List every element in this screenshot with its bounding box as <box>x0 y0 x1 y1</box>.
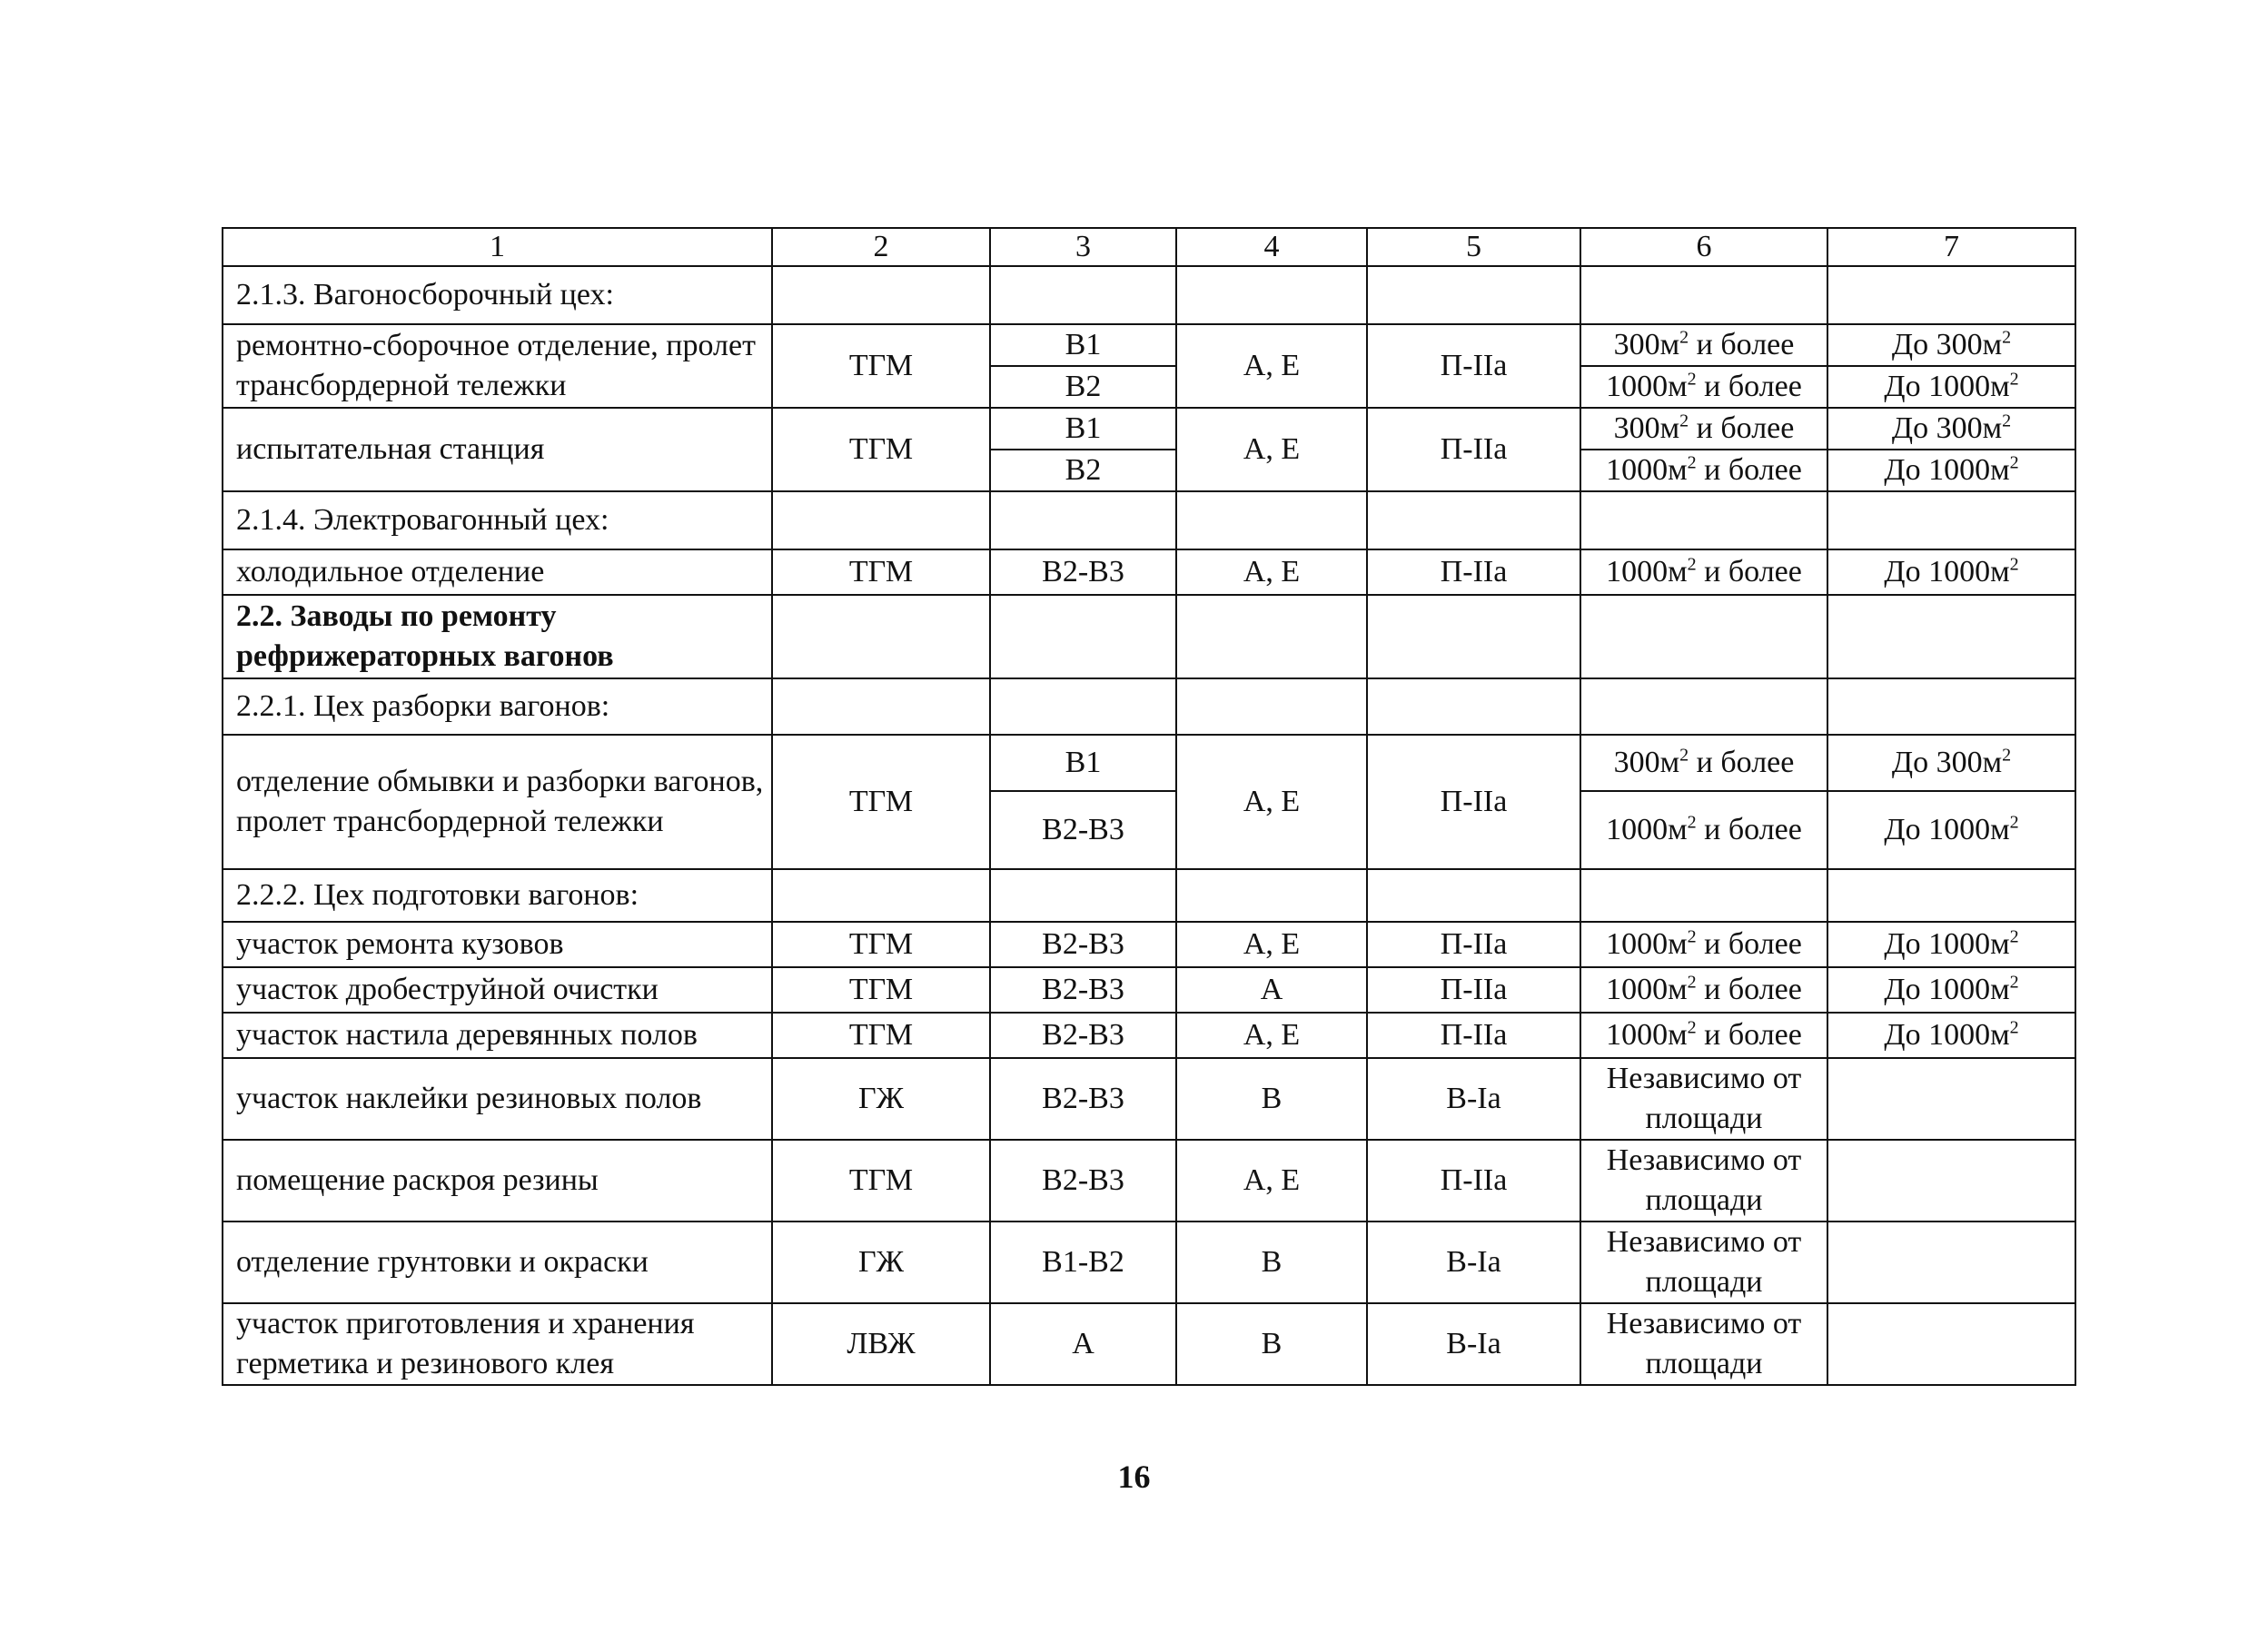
cell-c3: В1 <box>990 408 1176 450</box>
cell-c5: П-IIа <box>1367 408 1580 491</box>
cell-c5: П-IIа <box>1367 967 1580 1013</box>
section-title: 2.2.2. Цех подготовки вагонов: <box>223 869 772 922</box>
cell-c3: В2-В3 <box>990 1013 1176 1058</box>
cell-c2: ТГМ <box>772 1013 990 1058</box>
cell-c6: $1000м^2$ и более <box>1580 366 1827 408</box>
section-title: 2.1.3. Вагоносборочный цех: <box>223 266 772 324</box>
cell-c6: $300м^2$ и более <box>1580 324 1827 366</box>
cell-c4: А <box>1176 967 1367 1013</box>
section-row <box>223 491 2075 549</box>
cell-c7: До $300м^2$ <box>1827 408 2075 450</box>
cell-c4: А, Е <box>1176 1140 1367 1222</box>
cell-c7: До $1000м^2$ <box>1827 791 2075 869</box>
cell-c6: $1000м^2$ и более <box>1580 791 1827 869</box>
cell-c6: Независимо от площади <box>1580 1058 1827 1140</box>
cell-c6: $1000м^2$ и более <box>1580 549 1827 595</box>
table-row <box>223 1222 2075 1303</box>
section-row <box>223 869 2075 922</box>
cell-c5: П-IIа <box>1367 735 1580 869</box>
cell-c2: ГЖ <box>772 1058 990 1140</box>
row-name: холодильное отделение <box>223 549 772 595</box>
cell-c2: ТГМ <box>772 549 990 595</box>
cell-c4: А, Е <box>1176 408 1367 491</box>
col-header-3: 3 <box>990 228 1176 266</box>
col-header-6: 6 <box>1580 228 1827 266</box>
cell-c6: $1000м^2$ и более <box>1580 1013 1827 1058</box>
cell-c7: До $1000м^2$ <box>1827 1013 2075 1058</box>
row-name: помещение раскроя резины <box>223 1140 772 1222</box>
table-row <box>223 1140 2075 1222</box>
table-row <box>223 1013 2075 1058</box>
section-row <box>223 266 2075 324</box>
cell-c4: А, Е <box>1176 549 1367 595</box>
section-title: 2.1.4. Электровагонный цех: <box>223 491 772 549</box>
cell-c7: До $1000м^2$ <box>1827 922 2075 967</box>
cell-c5: П-IIа <box>1367 922 1580 967</box>
cell-c3: В1 <box>990 324 1176 366</box>
row-name: отделение обмывки и разборки вагонов, пролет трансбордерной тележки <box>223 735 772 869</box>
cell-c4: А, Е <box>1176 1013 1367 1058</box>
cell-c3: В1-В2 <box>990 1222 1176 1303</box>
cell-c7: До $1000м^2$ <box>1827 366 2075 408</box>
table-row <box>223 735 2075 791</box>
cell-c3: В1 <box>990 735 1176 791</box>
col-header-4: 4 <box>1176 228 1367 266</box>
table-row <box>223 408 2075 450</box>
cell-c2: ТГМ <box>772 1140 990 1222</box>
cell-c3: В2-В3 <box>990 1058 1176 1140</box>
col-header-5: 5 <box>1367 228 1580 266</box>
col-header-1: 1 <box>223 228 772 266</box>
cell-c2: ТГМ <box>772 408 990 491</box>
row-name: ремонтно-сборочное отделение, пролет трансбордерной тележки <box>223 324 772 408</box>
cell-c3: В2-В3 <box>990 549 1176 595</box>
table-row <box>223 324 2075 366</box>
cell-c7: До $1000м^2$ <box>1827 549 2075 595</box>
section-title: 2.2.1. Цех разборки вагонов: <box>223 678 772 735</box>
table-row <box>223 1303 2075 1385</box>
col-header-7: 7 <box>1827 228 2075 266</box>
cell-c2: ЛВЖ <box>772 1303 990 1385</box>
cell-c6: Независимо от площади <box>1580 1140 1827 1222</box>
cell-c7 <box>1827 1303 2075 1385</box>
cell-c5: В-Iа <box>1367 1303 1580 1385</box>
cell-c6: Независимо от площади <box>1580 1303 1827 1385</box>
cell-c6: $1000м^2$ и более <box>1580 967 1827 1013</box>
cell-c4: В <box>1176 1303 1367 1385</box>
cell-c3: А <box>990 1303 1176 1385</box>
cell-c3: В2-В3 <box>990 967 1176 1013</box>
cell-c7 <box>1827 1222 2075 1303</box>
cell-c2: ТГМ <box>772 735 990 869</box>
row-name: участок дробеструйной очистки <box>223 967 772 1013</box>
cell-c5: П-IIа <box>1367 1140 1580 1222</box>
row-name: отделение грунтовки и окраски <box>223 1222 772 1303</box>
header-row <box>223 228 2075 266</box>
cell-c7 <box>1827 1058 2075 1140</box>
cell-c7: До $300м^2$ <box>1827 324 2075 366</box>
cell-c4: А, Е <box>1176 324 1367 408</box>
table-row <box>223 549 2075 595</box>
cell-c3: В2 <box>990 366 1176 408</box>
section-row <box>223 595 2075 678</box>
cell-c5: П-IIа <box>1367 324 1580 408</box>
section-title: 2.2. Заводы по ремонту рефрижераторных вагонов <box>223 595 772 678</box>
cell-c5: П-IIа <box>1367 1013 1580 1058</box>
cell-c2: ТГМ <box>772 922 990 967</box>
col-header-2: 2 <box>772 228 990 266</box>
table-row <box>223 1058 2075 1140</box>
cell-c3: В2 <box>990 450 1176 491</box>
cell-c7: До $300м^2$ <box>1827 735 2075 791</box>
cell-c6: Независимо от площади <box>1580 1222 1827 1303</box>
cell-c6: $1000м^2$ и более <box>1580 922 1827 967</box>
cell-c5: В-Iа <box>1367 1058 1580 1140</box>
cell-c3: В2-В3 <box>990 791 1176 869</box>
row-name: участок ремонта кузовов <box>223 922 772 967</box>
table-row <box>223 922 2075 967</box>
cell-c6: $1000м^2$ и более <box>1580 450 1827 491</box>
cell-c6: $300м^2$ и более <box>1580 408 1827 450</box>
row-name: участок настила деревянных полов <box>223 1013 772 1058</box>
cell-c2: ТГМ <box>772 324 990 408</box>
cell-c5: В-Iа <box>1367 1222 1580 1303</box>
cell-c2: ГЖ <box>772 1222 990 1303</box>
section-row <box>223 678 2075 735</box>
page-number: 16 <box>1117 1459 1151 1495</box>
cell-c7: До $1000м^2$ <box>1827 450 2075 491</box>
cell-c7 <box>1827 1140 2075 1222</box>
row-name: испытательная станция <box>223 408 772 491</box>
cell-c3: В2-В3 <box>990 1140 1176 1222</box>
row-name: участок наклейки резиновых полов <box>223 1058 772 1140</box>
table-row <box>223 967 2075 1013</box>
cell-c3: В2-В3 <box>990 922 1176 967</box>
cell-c4: А, Е <box>1176 922 1367 967</box>
cell-c6: $300м^2$ и более <box>1580 735 1827 791</box>
cell-c4: В <box>1176 1058 1367 1140</box>
cell-c2: ТГМ <box>772 967 990 1013</box>
cell-c5: П-IIа <box>1367 549 1580 595</box>
row-name: участок приготовления и хранения герметика и резинового клея <box>223 1303 772 1385</box>
cell-c7: До $1000м^2$ <box>1827 967 2075 1013</box>
fire-safety-table <box>222 227 2076 1386</box>
cell-c4: А, Е <box>1176 735 1367 869</box>
cell-c4: В <box>1176 1222 1367 1303</box>
